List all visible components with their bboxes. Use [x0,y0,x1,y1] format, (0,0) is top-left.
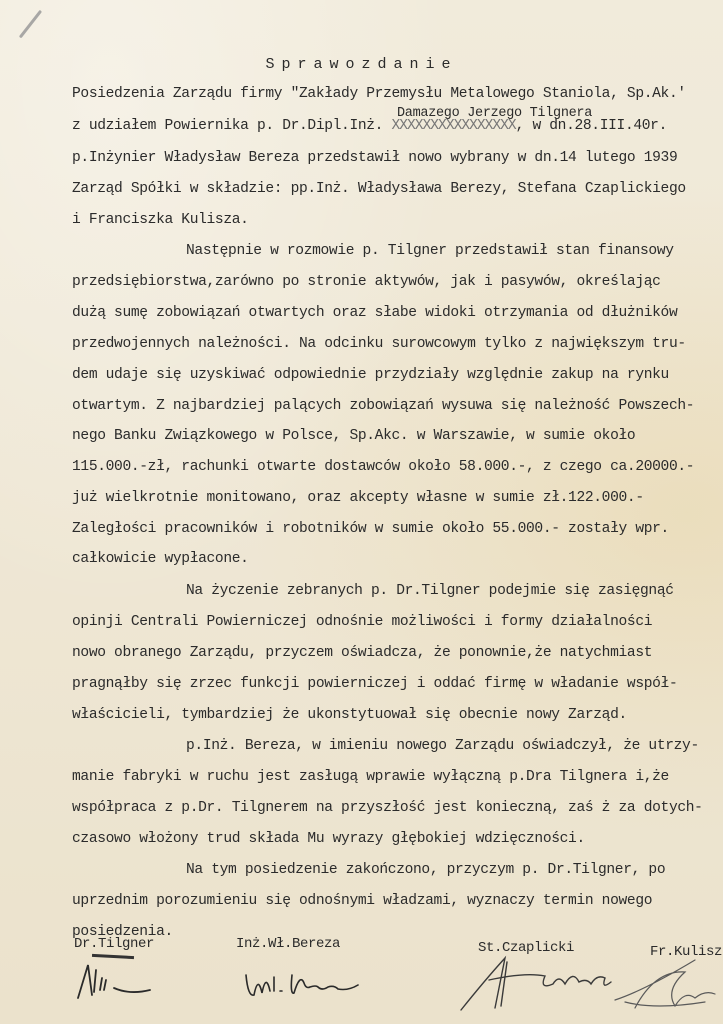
paragraph-start: Na tym posiedzenie zakończono, przyczym p. Dr.Tilgner, po [186,862,666,878]
text-line: pragnąłby się zrzec funkcji powierniczej i oddać firmę w władanie współ- [72,676,678,692]
text-line: nego Banku Związkowego w Polsce, Sp.Akc. w Warszawie, w sumie około [72,428,636,444]
signatory-name: Inż.Wł.Bereza [236,936,341,952]
paragraph-start: Następnie w rozmowie p. Tilgner przedstawił stan finansowy [186,243,674,259]
struck-out-text: XXXXXXXXXXXXXXXX [391,118,516,134]
text-segment: , w dn.28.III.40r. [515,118,667,134]
text-line: całkowicie wypłacone. [72,551,249,567]
text-line: przedwojennych należności. Na odcinku surowcowym tylko z największym tru- [72,336,686,352]
underline-mark [92,954,134,959]
signature-czaplicki-kulisz [455,950,723,1024]
text-line: Zaległości pracowników i robotników w sumie około 55.000.- zostały wpr. [72,521,669,537]
text-line: i Franciszka Kulisza. [72,212,249,228]
text-line: uprzednim porozumieniu się odnośnymi władzami, wyznaczy termin nowego [72,893,653,909]
text-line: p.Inżynier Władysław Bereza przedstawił nowo wybrany w dn.14 lutego 1939 [72,150,678,166]
paragraph-start: Na życzenie zebranych p. Dr.Tilgner podejmie się zasięgnąć [186,583,674,599]
text-line: otwartym. Z najbardziej palących zobowiązań wysuwa się należność Powszech- [72,398,695,414]
signatory-name: St.Czaplicki [478,940,575,956]
text-line [72,118,667,134]
paragraph-start: p.Inż. Bereza, w imieniu nowego Zarządu oświadczył, że utrzy- [186,738,699,754]
text-line: nowo obranego Zarządu, przyczem oświadcza, że ponownie,że natychmiast [72,645,653,661]
text-line: czasowo włożony trud składa Mu wyrazy głębokiej wdzięczności. [72,831,585,847]
text-line: dużą sumę zobowiązań otwartych oraz słabe widoki otrzymania od dłużników [72,305,678,321]
text-line: 115.000.-zł, rachunki otwarte dostawców około 58.000.-, z czego ca.20000.- [72,459,695,475]
text-line: właścicieli, tymbardziej że ukonstytuował się obecnie nowy Zarząd. [72,707,627,723]
text-line: Zarząd Spółki w składzie: pp.Inż. Władysława Berezy, Stefana Czaplickiego [72,181,686,197]
text-line: przedsiębiorstwa,zarówno po stronie aktywów, jak i pasywów, określając [72,274,661,290]
text-line: już wielkrotnie monitowano, oraz akcepty własne w sumie zł.122.000.- [72,490,644,506]
text-line: posiedzenia. [72,924,173,940]
text-line: opinji Centrali Powierniczej odnośnie możliwości i formy działalności [72,614,653,630]
text-line: Posiedzenia Zarządu firmy "Zakłady Przemysłu Metalowego Staniola, Sp.Ak.' [72,86,686,102]
document-title: Sprawozdanie [265,56,458,73]
typed-insertion: Damazego Jerzego Tilgnera [397,106,593,121]
text-line: dem udaje się uzyskiwać odpowiednie przydziały względnie zakup na rynku [72,367,669,383]
text-line: manie fabryki w ruchu jest zasługą wprawie wyłączną p.Dra Tilgnera i,że [72,769,669,785]
signature-bereza [240,965,370,1005]
text-line: współpraca z p.Dr. Tilgnerem na przyszłość jest konieczną, zaś ż za dotych- [72,800,703,816]
signatory-name: Dr.Tilgner [74,936,155,952]
text-segment: z udziałem Powiernika p. Dr.Dipl.Inż. [72,118,384,134]
signature-tilgner [70,960,170,1010]
signatory-name: Fr.Kulisz [650,944,723,960]
pencil-mark [19,10,42,39]
